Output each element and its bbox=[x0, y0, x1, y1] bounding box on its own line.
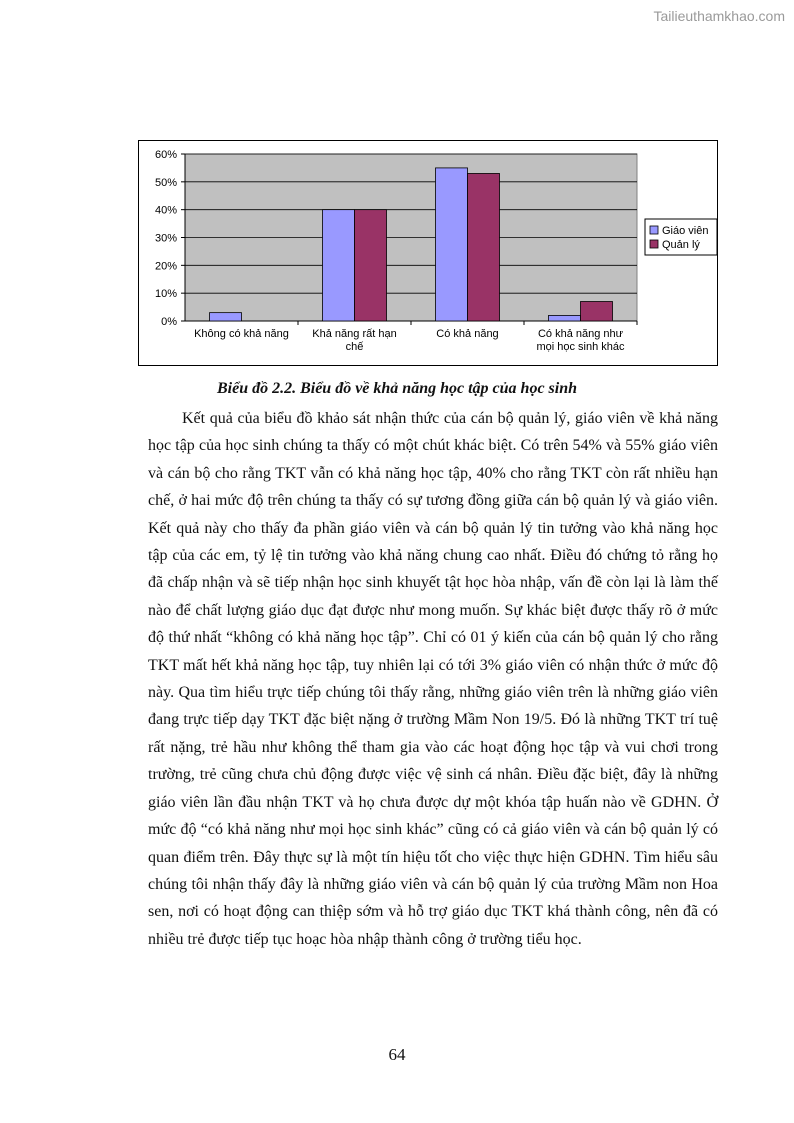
legend-label: Giáo viên bbox=[662, 225, 709, 237]
legend-swatch bbox=[650, 226, 658, 234]
bar-quan-ly bbox=[581, 302, 613, 321]
bar-giao-vien bbox=[323, 210, 355, 321]
x-tick-label: chế bbox=[345, 341, 364, 353]
y-tick-label: 0% bbox=[161, 316, 177, 328]
y-tick-label: 10% bbox=[154, 288, 177, 301]
y-tick-label: 40% bbox=[154, 204, 177, 217]
x-tick-label: Không có khả năng bbox=[194, 328, 289, 340]
chart-svg bbox=[139, 141, 719, 367]
legend-label: Quản lý bbox=[662, 239, 700, 251]
bar-quan-ly bbox=[355, 210, 387, 321]
bar-giao-vien bbox=[549, 315, 581, 321]
x-tick-label: Khả năng rất hạn bbox=[312, 328, 397, 340]
x-tick-label: Có khả năng bbox=[436, 328, 499, 340]
figure-caption: Biểu đồ 2.2. Biểu đồ về khả năng học tập của học sinh bbox=[216, 380, 578, 397]
x-tick-label: mọi học sinh khác bbox=[536, 341, 625, 353]
bar-chart bbox=[138, 140, 718, 366]
legend-swatch bbox=[650, 240, 658, 248]
bar-giao-vien bbox=[436, 168, 468, 321]
y-tick-label: 20% bbox=[154, 260, 177, 273]
x-tick-label: Có khả năng như bbox=[537, 328, 624, 340]
bar-quan-ly bbox=[468, 173, 500, 321]
body-paragraph: Kết quả của biểu đồ khảo sát nhận thức của cán bộ quản lý, giáo viên về khả năng học tập của học sinh chúng ta thấy có một chút khác biệt. Có trên 54% và 55% giáo viên và cán bộ cho rằng TKT vẫn có khả năng học tập, 40% cho rằng TKT còn rất nhiều hạn chế, ở hai mức độ trên chúng ta thấy có sự tương đồng giữa cán bộ quản lý và giáo viên. Kết quả này cho thấy đa phần giáo viên và cán bộ quản lý tin tưởng vào khả năng học tập của các em, tỷ lệ tin tưởng vào khả năng chung cao nhất. Điều đó chứng tỏ rằng họ đã chấp nhận và sẽ tiếp nhận học sinh khuyết tật học hòa nhập, vấn đề còn lại là làm thế nào để chất lượng giáo dục đạt được như mong muốn. Sự khác biệt được thấy rõ ở mức độ thứ nhất “không có khả năng học tập”. Chỉ có 01 ý kiến của cán bộ quản lý cho rằng TKT mất hết khả năng học tập, tuy nhiên lại có tới 3% giáo viên có nhận thức ở mức độ này. Qua tìm hiểu trực tiếp chúng tôi thấy rằng, những giáo viên trên là những giáo viên đang trực tiếp dạy TKT đặc biệt nặng ở trường Mầm Non 19/5. Đó là những TKT trí tuệ rất nặng, trẻ hầu như không thể tham gia vào các hoạt động học tập và vui chơi trong trường, trẻ cũng chưa chủ động được việc vệ sinh cá nhân. Điều đặc biệt, đây là những giáo viên lần đầu nhận TKT và họ chưa được dự một khóa tập huấn nào về GDHN. Ở mức độ “có khả năng như mọi học sinh khác” cũng có cả giáo viên và cán bộ quản lý có quan điểm trên. Đây thực sự là một tín hiệu tốt cho việc thực hiện GDHN. Tìm hiểu sâu chúng tôi nhận thấy đây là những giáo viên và cán bộ quản lý của trường Mầm non Hoa sen, nơi có hoạt động can thiệp sớm và hỗ trợ giáo dục TKT khá thành công, nên đã có nhiều trẻ được tiếp tục hoạc hòa nhập thành công ở trường tiểu học. bbox=[148, 410, 718, 948]
bar-giao-vien bbox=[210, 313, 242, 321]
page-number: 64 bbox=[388, 1045, 406, 1064]
y-tick-label: 60% bbox=[154, 149, 177, 161]
y-tick-label: 50% bbox=[154, 176, 177, 189]
watermark: Tailieuthamkhao.com bbox=[653, 8, 785, 24]
y-tick-label: 30% bbox=[154, 232, 177, 245]
